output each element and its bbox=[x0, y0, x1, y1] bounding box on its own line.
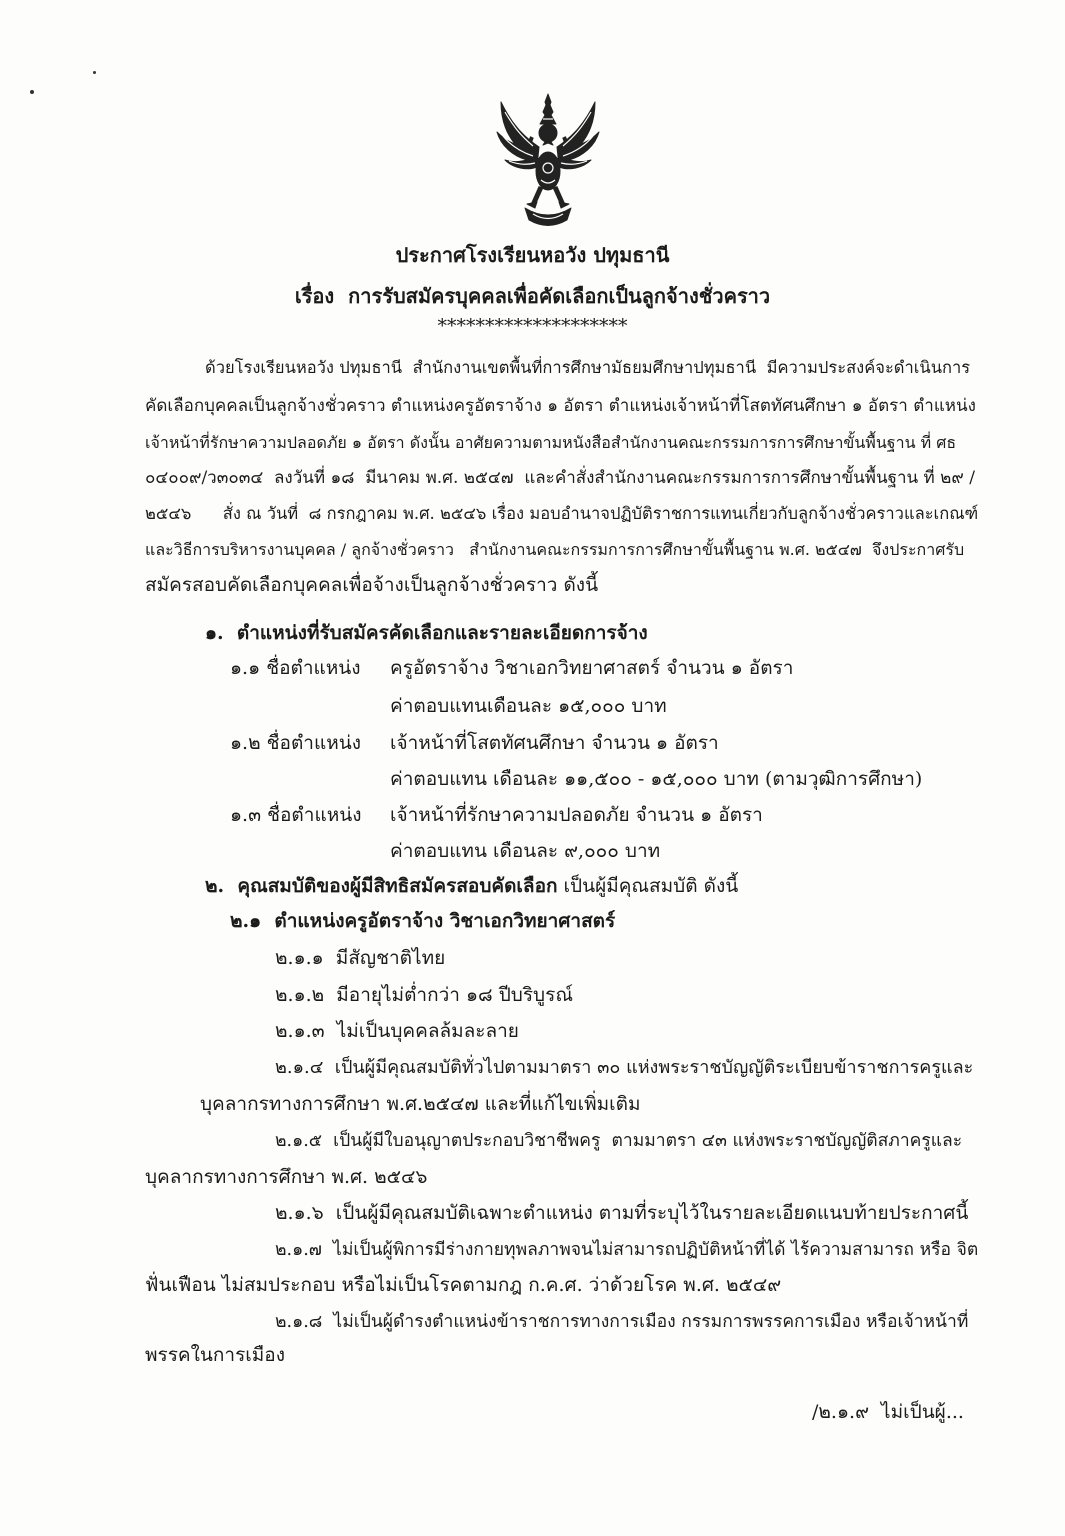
section1-heading: ๑. ตำแหน่งที่รับสมัครคัดเลือกและรายละเอียดการจ้าง bbox=[205, 622, 648, 644]
section2-heading-line bbox=[205, 871, 980, 901]
document-subject: เรื่อง การรับสมัครบุคคลเพื่อคัดเลือกเป็นลูกจ้างชั่วคราว bbox=[294, 284, 771, 308]
intro-line: ๒๕๔๖ สั่ง ณ วันที่ ๘ กรกฎาคม พ.ศ. ๒๕๔๖ เรื่อง มอบอำนาจปฏิบัติราชการแทนเกี่ยวกับลูกจ้างชั่วคราวและเกณฑ์ bbox=[145, 504, 979, 523]
position-label: ๑.๓ ชื่อตำแหน่ง bbox=[230, 804, 362, 826]
qualification-item: ๒.๑.๕ เป็นผู้มีใบอนุญาตประกอบวิชาชีพครู ตามมาตรา ๔๓ แห่งพระราชบัญญัติสภาครูและ bbox=[275, 1131, 963, 1151]
scan-speck bbox=[93, 71, 96, 74]
intro-line: ๐๔๐๐๙/ว๓๐๓๔ ลงวันที่ ๑๘ มีนาคม พ.ศ. ๒๕๔๗ และคำสั่งสำนักงานคณะกรรมการการศึกษาขั้นพื้นฐาน ที่ ๒๙ / bbox=[145, 468, 975, 488]
position-title: ครูอัตราจ้าง วิชาเอกวิทยาศาสตร์ จำนวน ๑ อัตรา bbox=[390, 657, 794, 679]
section2-subheading: ๒.๑ ตำแหน่งครูอัตราจ้าง วิชาเอกวิทยาศาสตร์ bbox=[230, 910, 616, 932]
position-pay: ค่าตอบแทน เดือนละ ๑๑,๕๐๐ - ๑๕,๐๐๐ บาท (ตามวุฒิการศึกษา) bbox=[390, 768, 923, 790]
qualification-item: ๒.๑.๔ เป็นผู้มีคุณสมบัติทั่วไปตามมาตรา ๓๐ แห่งพระราชบัญญัติระเบียบข้าราชการครูและ bbox=[275, 1057, 974, 1078]
intro-line: เจ้าหน้าที่รักษาความปลอดภัย ๑ อัตรา ดังนั้น อาศัยความตามหนังสือสำนักงานคณะกรรมการการศึกษาขั้นพื้นฐาน ที่ ศธ bbox=[145, 433, 957, 452]
intro-line: คัดเลือกบุคคลเป็นลูกจ้างชั่วคราว ตำแหน่งครูอัตราจ้าง ๑ อัตรา ตำแหน่งเจ้าหน้าที่โสตทัศนศึกษา ๑ อัตรา ตำแหน่ง bbox=[145, 396, 976, 416]
qualification-item: ๒.๑.๒ มีอายุไม่ต่ำกว่า ๑๘ ปีบริบูรณ์ bbox=[275, 984, 573, 1006]
qualification-item-continued: บุคลากรทางการศึกษา พ.ศ.๒๕๔๗ และที่แก้ไขเพิ่มเติม bbox=[200, 1093, 641, 1115]
qualification-item: ๒.๑.๑ มีสัญชาติไทย bbox=[275, 947, 446, 969]
qualification-item: ๒.๑.๖ เป็นผู้มีคุณสมบัติเฉพาะตำแหน่ง ตามที่ระบุไว้ในรายละเอียดแนบท้ายประกาศนี้ bbox=[275, 1202, 969, 1224]
position-pay: ค่าตอบแทนเดือนละ ๑๕,๐๐๐ บาท bbox=[390, 695, 667, 717]
page-continuation: /๒.๑.๙ ไม่เป็นผู้... bbox=[812, 1401, 964, 1423]
qualification-item: ๒.๑.๓ ไม่เป็นบุคคลล้มละลาย bbox=[275, 1020, 519, 1042]
qualification-item-continued: ฟั่นเฟือน ไม่สมประกอบ หรือไม่เป็นโรคตามกฎ ก.ค.ศ. ว่าด้วยโรค พ.ศ. ๒๕๔๙ bbox=[145, 1274, 782, 1296]
scan-speck bbox=[30, 90, 34, 94]
position-label: ๑.๑ ชื่อตำแหน่ง bbox=[230, 657, 361, 679]
intro-line: สมัครสอบคัดเลือกบุคคลเพื่อจ้างเป็นลูกจ้างชั่วคราว ดังนี้ bbox=[145, 574, 599, 596]
intro-line: และวิธีการบริหารงานบุคคล / ลูกจ้างชั่วคราว สำนักงานคณะกรรมการการศึกษาขั้นพื้นฐาน พ.ศ. ๒๕๔๗ จึงประกาศรับ bbox=[145, 540, 965, 559]
intro-line: ด้วยโรงเรียนหอวัง ปทุมธานี สำนักงานเขตพื้นที่การศึกษามัธยมศึกษาปทุมธานี มีความประสงค์จะดำเนินการ bbox=[205, 358, 971, 377]
title-separator: ******************** bbox=[437, 315, 628, 337]
qualification-item: ๒.๑.๗ ไม่เป็นผู้พิการมีร่างกายทุพลภาพจนไม่สามารถปฏิบัติหน้าที่ได้ ไร้ความสามารถ หรือ จิต bbox=[275, 1240, 979, 1260]
section2-heading: ๒. คุณสมบัติของผู้มีสิทธิสมัครสอบคัดเลือก bbox=[205, 875, 558, 897]
qualification-item-continued: บุคลากรทางการศึกษา พ.ศ. ๒๕๔๖ bbox=[145, 1166, 428, 1188]
position-label: ๑.๒ ชื่อตำแหน่ง bbox=[230, 732, 362, 754]
qualification-item-continued: พรรคในการเมือง bbox=[145, 1344, 285, 1366]
position-title: เจ้าหน้าที่รักษาความปลอดภัย จำนวน ๑ อัตรา bbox=[390, 804, 763, 826]
position-title: เจ้าหน้าที่โสตทัศนศึกษา จำนวน ๑ อัตรา bbox=[390, 732, 719, 754]
section2-heading-tail: เป็นผู้มีคุณสมบัติ ดังนี้ bbox=[557, 875, 739, 897]
garuda-emblem-icon bbox=[493, 92, 603, 232]
position-pay: ค่าตอบแทน เดือนละ ๙,๐๐๐ บาท bbox=[390, 840, 661, 862]
qualification-item: ๒.๑.๘ ไม่เป็นผู้ดำรงตำแหน่งข้าราชการทางการเมือง กรรมการพรรคการเมือง หรือเจ้าหน้าที่ bbox=[275, 1312, 969, 1332]
document-title: ประกาศโรงเรียนหอวัง ปทุมธานี bbox=[395, 243, 670, 267]
